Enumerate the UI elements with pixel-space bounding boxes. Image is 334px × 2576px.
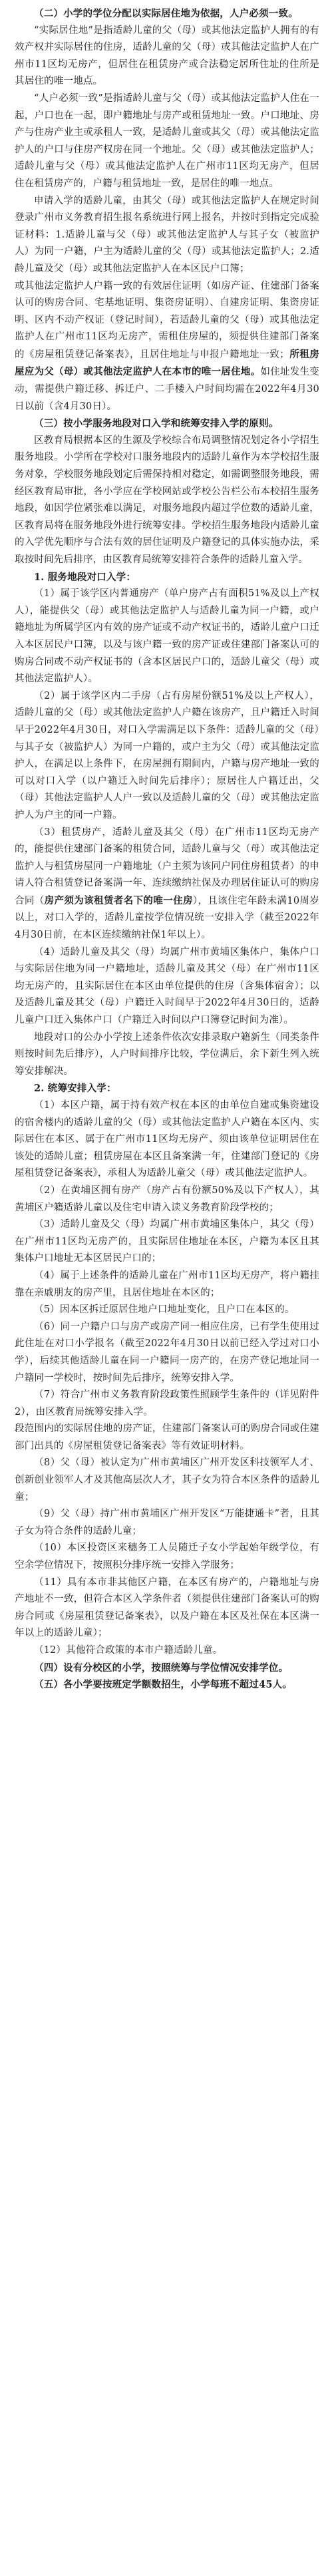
subsection-2-item-10: （10）本区投资区来穗务工人员随迁子女小学起始年级学位，有空余学位情况下，按照积分排序统一安排入学服务； [15,1543,319,1571]
subsection-1-note: 地段对口的公办小学按上述条件依次安排录取户籍新生（同类条件则按时间先后排序），人户时间排序比较，学位满后，余下新生列入统筹安排解决。 [15,1031,319,1077]
subsection-2-title: 2. 统筹安排入学： [34,1083,116,1095]
definition-residence-consistency: “人户必须一致”是指适龄儿童与父（母）或其他法定监护人住在一起，户口也在一起，即户籍地址与房产或租赁地址一致。户口地址、房产与住房产业主或承租人一致，是适龄儿童或其父（母）或其他法定监护人的户口与住房产权房在同一个地址。父（母）或其他法定监护人；适龄儿童与父（母）或其他法定监护人在广州市11区均无房产，但居住在租赁房产的，户籍与租赁地址一致，是居住的唯一地点。 [15,92,319,189]
subsection-2-item-4: （4）属于上述条件的适龄儿童在广州市11区均无房产，将户籍挂靠在亲戚朋友的房产里，且居住地址在本区的； [15,1270,319,1298]
item-3-bold: 房产须为该租赁者名下的唯一住房 [44,894,193,906]
section-2-title: （二）小学的学位分配以实际居住地为依据，人户必须一致。 [34,8,298,19]
property-proof-paragraph [15,278,319,416]
subsection-2-item-3: （3）适龄儿童及父（母）均属广州市黄埔区集体户，其父（母）在广州市11区均无房产的，且实际居住地址在本区，户籍为本区且其集体户口地址无本区居民户口的； [15,1219,319,1264]
subsection-2-item-7: （7）符合广州市义务教育阶段政策性照顾学生条件的（详见附件2），由区教育局统筹安排入学。 [15,1389,319,1417]
property-proof-text-a: 或其他法定监护人户籍一致的有效居住证明（如房产证、住建部门备案认可的购房合同、宅基地证明、集资房证明）、自建房证明、集资房证明、区内不动产权证（登记时间），若适龄儿童的父（母）或其他法定监护人在广州市11区均无房产，需租住房屋的，须提供住建部门备案的《房屋租赁登记备案表》，且居住地址与申报户籍地址一致； [15,280,319,360]
section-5-title: （五）各小学要按班定学额数招生，小学每班不超过45人。 [34,1679,293,1691]
definition-actual-residence: “实际居住地”是指适龄儿童的父（母）或其他法定监护人拥有的有效产权并实际居住的住房，适龄儿童的父（母）或其他法定监护人在广州市11区均无房产，但居住在租赁房产或合法稳定居所住址的住所是其居住的唯一地点。 [15,25,319,87]
property-proof-text-b: 如住址发生变动，需提供户籍迁移、拆迁户、二手楼入户时间均需在2022年4月30日以前（含4月30日）。 [15,367,320,412]
subsection-2-item-11: （11）具有本市非其他区户籍，在本区有房产的，户籍地址与房产地址不一致，但符合本区入学条件者（须提供住建部门备案认可的购房合同或《房屋租赁登记备案表》，以及户籍在本区及社保在本区满一年以上的适龄儿童）； [15,1576,319,1639]
subsection-2-item-9: （9）父（母）持广州市黄埔区广州开发区“万能捷通卡”者，且其子女为符合条件的适龄儿童； [15,1509,319,1537]
subsection-1-item-4: （4）适龄儿童及其父（母）均属广州市黄埔区集体户，集体户口与实际居住地为同一户籍地址，适龄儿童及其父（母）在广州市11区均无房产的，且实际居住在本区由单位提供的住房（含集体宿舍）；以及适龄儿童及其父（母）户籍迁入时间早于2022年4月30日的，适龄儿童户口迁入集体户口（户籍迁入时间以户口簿登记时间为准）。 [15,946,319,1026]
subsection-1-item-2: （2）属于该学区内二手房（占有房屋份额51%及以上产权人），适龄儿童的父（母）或其他法定监护人户籍在该房产，且户籍迁入时间早于2022年4月30日，对口入学需满足以下条件：适龄儿童的父（母）与其子女（被监护人）为同一户籍的，或户主为父（母）或其他法定监护人，在满足以上条件下，在房屋拥有期间内，户籍与房产地址一致的可以对口入学（以户籍迁入时间先后排序）；原居住人户籍迁出，父（母）其他法定监护人人户一致以及适龄儿童的父（母）或其他法定监护人为户主的同一户籍。 [15,690,319,821]
section-3-title: （三）按小学服务地段对口入学和统筹安排入学的原则。 [34,418,279,430]
subsection-2-item-2: （2）在黄埔区拥有房产（房产占有份额50%及以下产权人），其黄埔区户籍适龄儿童以及住宅申请入读义务教育阶段学校的； [15,1185,319,1213]
subsection-2-item-1: （1）本区户籍，属于持有效产权在本区的由单位自建或集资建设的宿舍楼内的适龄儿童的父（母）或其他法定监护人户籍在本区内、实际居住在本区、属于在广州市11区均无房产、须由该单位证明居住在该处的适龄儿童；租赁房屋在本区且备案满一年，住建部门登记的《房屋租赁登记备案表》，承租人为适龄儿童父（母）或其他法定监护人。 [15,1100,319,1179]
subsection-2-continuation: 段范围内的实际居住地的房产证，住建部门备案认可的购房合同或住建部门出具的《房屋租赁登记备案表》等有效证明材料。 [15,1423,319,1451]
section-3-body: 区教育局根据本区的生源及学校综合布局调整情况划定各小学招生服务地段。小学所在学校对口服务地段内的适龄儿童作为本学校招生服务对象，学校服务地段划定后需保持相对稳定，如需调整服务地段，需经区教育局审批，各小学应在学校网站或学校公告栏公布本校招生服务地段，如因学位紧张难以满足，对服务地段内超过学位数的适龄儿童，区教育局将在服务地段外进行统筹安排。学校招生服务地段内适龄儿童的入学优先顺序与合法有效的居住证明及户籍登记的具体实施办法，采取按时间先后排序，由区教育局统筹安排符合条件的适龄儿童入学。 [15,435,319,565]
section-4-title: （四）设有分校区的小学，按照统筹与学位情况安排学位。 [34,1662,289,1674]
subsection-1-item-1: （1）属于该学区内普通房产（单户房产占有面积51%及以上产权人），能提供父（母）或其他法定监护人与适龄儿童为同一户籍，或户籍地址为所属学区内有效的房产证或不动产权证书的，适龄儿童户口迁入本区居民户口簿，以及与该户籍一致的房产证或住建部门备案认可的购房合同或不动产权证书的（含本区居民户口的，适龄儿童父（母）或其他法定监护人）。 [15,588,319,685]
subsection-1-item-3 [15,825,319,944]
item-3-text-b: ），且该住宅年龄未满10周岁以上，对口入学的，适龄儿童按学位情况统一安排入学（截至2022年4月30日前，在本区连续缴纳社保1年以上）。 [15,895,319,941]
subsection-2-item-5: （5）因本区拆迁原居住地户口地址变化，且户口在本区的。 [34,1304,295,1316]
subsection-1-title: 1. 服务地段对口入学： [34,571,136,583]
property-proof-bold: 所租房屋应为父（母）或其他法定监护人在本市的唯一居住地。 [15,348,319,378]
item-3-text-a: （3）租赁房产，适龄儿童及其父（母）在广州市11区均无房产的，能提供住建部门备案的租赁合同，适龄儿童与父（母）或其他法定监护人与租赁房屋同一户籍地址（户主须为该同户同住房租赁者）的申请人符合租赁登记备案满一年、连续缴纳社保及办理居住证认可的购房合同（ [15,827,319,906]
subsection-2-item-6: （6）同一户籍户口与房产或房产同一相应住房，已有学生使用过此住址在对口小学报名（截至2022年4月30日以前已经入学过对口小学），后续其他适龄儿童在同一户籍同一房产的，在房产登记地址同一户籍同一学校时，按时间先后排序，统筹安排入学。 [15,1321,319,1383]
subsection-2-item-8: （8）父（母）被认定为广州市黄埔区广州开发区科技领军人才、创新创业领军人才及其他高层次人才，其子女为符合本区条件的适龄儿童； [15,1457,319,1503]
application-procedure: 申请入学的适龄儿童，由其父（母）或其他法定监护人在规定时间登录广州市义务教育招生报名系统进行网上报名，并按时到指定完成验证材料：1.适龄儿童与父（母）或其他法定监护人与其子女（被监护人）为同一户籍，户主为适龄儿童的父（母）或其他法定监护人；2.适龄儿童及父（母）或其他法定监护人在本区民户口簿； [15,195,319,274]
subsection-2-item-12: （12）其他符合政策的本市户籍适龄儿童。 [34,1645,223,1656]
